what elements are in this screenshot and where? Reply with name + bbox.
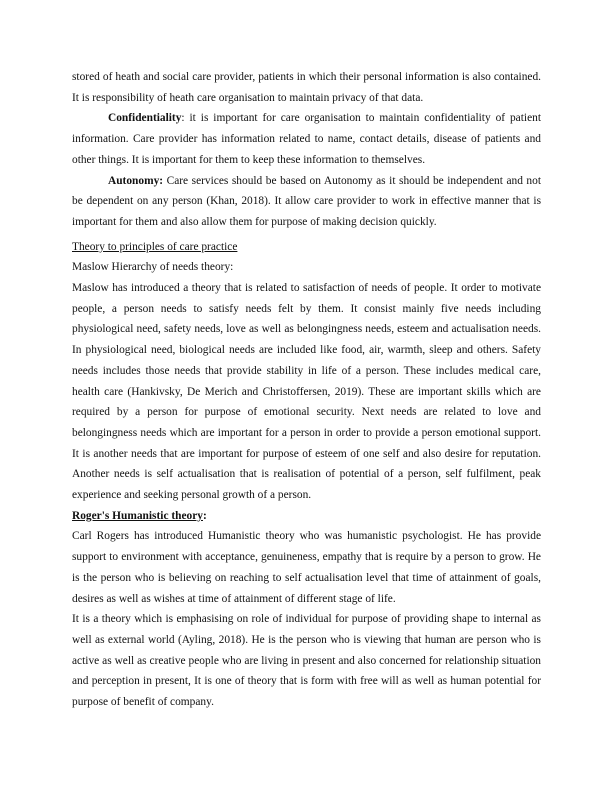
rogers-heading-colon: : [202,509,207,522]
privacy-paragraph: stored of heath and social care provider, patients in which their personal information is also contained. It is responsibility of heath care organisation to maintain privacy of that data. [72,71,541,104]
maslow-paragraph: Maslow has introduced a theory that is related to satisfaction of needs of people. It order to motivate people, a person needs to satisfy needs felt by them. It consist mainly five needs including physiological need, safety needs, love as well as belongingness needs, esteem and actualisation needs. In physiological need, biological needs are included like food, air, warmth, sleep and others. Safety needs includes those needs that provide stability in life of a person. These includes medical care, health care (Hankivsky, De Merich and Christoffersen, 2019). These are important skills which are required by a person for purpose of emotional security. Next needs are related to love and belongingness needs which are important for a person in order to provide a person emotional support. It is another needs that are important for purpose of esteem of one self and also desire for reputation. Another needs is self actualisation that is realisation of potential of a person, self fulfilment, peak experience and seeking personal growth of a person. [72,282,541,502]
document-page [72,67,541,713]
confidentiality-text: : it is important for care organisation to maintain confidentiality of patient information. Care provider has information related to name, contact details, disease of patients and other things. It is important for them to keep these information to themselves. [72,112,541,166]
theory-heading-text: Theory to principles of care practice [72,240,238,253]
autonomy-paragraph [72,171,541,233]
rogers-paragraph-2: It is a theory which is emphasising on role of individual for purpose of providing shape to internal as well as external world (Ayling, 2018). He is the person who is viewing that human are person who is active as well as creative people who are living in present and also concerned for relationship situation and perception in present, It is one of theory that is form with free will as well as human potential for purpose of benefit of company. [72,613,541,709]
confidentiality-term: Confidentiality [108,112,182,125]
confidentiality-paragraph [72,108,541,170]
rogers-heading [72,506,541,527]
autonomy-term: Autonomy: [108,174,164,187]
autonomy-text: Care services should be based on Autonomy as it should be independent and not be dependent on any person (Khan, 2018). It allow care provider to work in effective manner that is important for them and also allow them for purpose of making decision quickly. [72,174,541,228]
rogers-paragraph-1: Carl Rogers has introduced Humanistic theory who was humanistic psychologist. He has provide support to environment with acceptance, genuineness, empathy that is require by a person to grow. He is the person who is believing on reaching to self actualisation level that time of attainment of goals, desires as well as wishes at time of attainment of different stage of life. [72,530,541,605]
rogers-heading-text: Roger's Humanistic theory [72,509,203,522]
maslow-heading: Maslow Hierarchy of needs theory: [72,261,234,274]
theory-heading [72,237,541,258]
